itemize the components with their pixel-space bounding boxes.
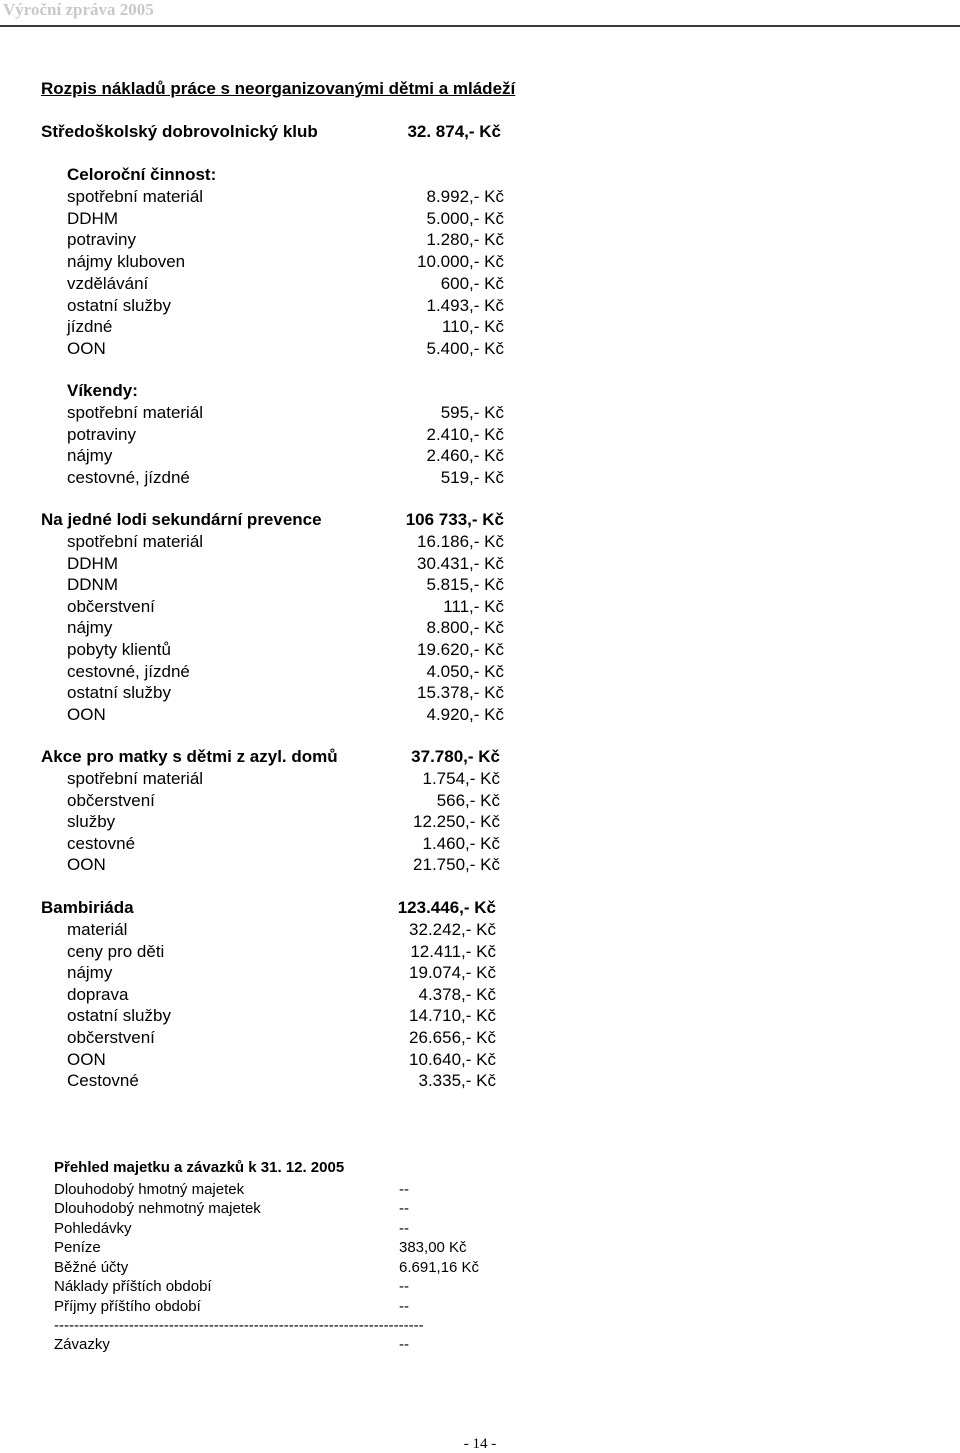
cost-item-row-value: 5.815,- Kč	[426, 575, 504, 595]
cost-item-row-value: 4.050,- Kč	[426, 661, 504, 681]
asset-row-label: Příjmy příštího období	[54, 1297, 201, 1315]
cost-item-row-value: 5.400,- Kč	[426, 338, 504, 358]
cost-item-row-value: 10.000,- Kč	[417, 252, 504, 272]
cost-item-row-label: ceny pro děti	[67, 941, 165, 961]
cost-item-row-label: spotřební materiál	[67, 769, 204, 788]
cost-item-row-label: DDHM	[67, 553, 118, 573]
cost-item-row-value: 3.335,- Kč	[418, 1071, 496, 1091]
cost-item-row	[0, 811, 960, 833]
asset-row-value: --	[399, 1297, 409, 1315]
section-total-row	[0, 509, 960, 531]
section-total-row	[0, 746, 960, 768]
cost-item-row	[0, 1049, 960, 1071]
cost-item-row-label: doprava	[67, 984, 129, 1004]
asset-row-value: 383,00 Kč	[399, 1239, 467, 1256]
cost-item-row-label: OON	[67, 338, 106, 358]
cost-item-row	[0, 1027, 960, 1049]
asset-row-label: Běžné účty	[54, 1258, 129, 1276]
cost-item-row-label: spotřební materiál	[67, 403, 204, 422]
running-header	[0, 0, 960, 24]
asset-row-value: --	[399, 1180, 409, 1198]
cost-item-row-label: ostatní služby	[67, 295, 171, 315]
cost-item-row	[0, 704, 960, 726]
group-heading-label: Víkendy:	[67, 381, 138, 400]
cost-item-row-value: 2.410,- Kč	[426, 424, 504, 444]
asset-row-label: Peníze	[54, 1239, 101, 1256]
cost-item-row	[0, 941, 960, 963]
cost-item-row-value: 2.460,- Kč	[426, 446, 504, 466]
cost-item-row	[0, 467, 960, 489]
cost-item-row-label: potraviny	[67, 230, 136, 250]
cost-item-row-value: 19.074,- Kč	[409, 963, 496, 983]
cost-item-row	[0, 596, 960, 618]
section-total-row-value: 106 733,- Kč	[405, 510, 504, 529]
group-heading	[0, 380, 960, 402]
cost-item-row	[0, 553, 960, 575]
asset-row	[0, 1277, 960, 1296]
section-total-row-label: Na jedné lodi sekundární prevence	[41, 510, 322, 529]
cost-item-row	[0, 919, 960, 941]
section-total-row-label: Bambiriáda	[41, 898, 134, 917]
cost-item-row-label: spotřební materiál	[67, 187, 204, 206]
asset-row-label: Dlouhodobý nehmotný majetek	[54, 1200, 261, 1217]
cost-item-row	[0, 984, 960, 1006]
cost-item-row	[0, 186, 960, 208]
club-total-row-label: Středoškolský dobrovolnický klub	[41, 122, 318, 141]
cost-item-row-label: spotřební materiál	[67, 532, 204, 551]
cost-item-row-value: 519,- Kč	[440, 468, 504, 488]
section-total-row-value: 37.780,- Kč	[411, 747, 500, 766]
assets-separator	[0, 1316, 960, 1335]
cost-item-row	[0, 338, 960, 360]
cost-item-row	[0, 854, 960, 876]
cost-item-row-label: občerstvení	[67, 1028, 155, 1047]
cost-item-row-label: služby	[67, 812, 116, 832]
cost-item-row-label: pobyty klientů	[67, 640, 171, 659]
cost-item-row-value: 110,- Kč	[441, 317, 504, 337]
cost-item-row	[0, 1070, 960, 1092]
cost-item-row-value: 14.710,- Kč	[409, 1006, 496, 1026]
cost-item-row-value: 1.460,- Kč	[422, 833, 500, 853]
cost-item-row-value: 566,- Kč	[436, 790, 500, 810]
document-title: Rozpis nákladů práce s neorganizovanými dětmi a mládeží	[41, 79, 516, 98]
cost-item-row	[0, 402, 960, 424]
cost-item-row	[0, 1005, 960, 1027]
cost-item-row	[0, 682, 960, 704]
cost-item-row	[0, 574, 960, 596]
cost-item-row-label: OON	[67, 704, 106, 724]
section-total-row-label: Akce pro matky s dětmi z azyl. domů	[41, 747, 338, 766]
cost-item-row-label: cestovné, jízdné	[67, 661, 190, 681]
asset-row	[0, 1199, 960, 1218]
cost-item-row-label: DDHM	[67, 208, 118, 228]
cost-item-row-label: DDNM	[67, 575, 118, 595]
cost-item-row-value: 21.750,- Kč	[413, 855, 500, 875]
cost-item-row	[0, 768, 960, 790]
cost-item-row-label: ostatní služby	[67, 1006, 171, 1026]
cost-item-row	[0, 229, 960, 251]
cost-item-row	[0, 316, 960, 338]
liabilities-row-value: --	[399, 1336, 409, 1353]
cost-item-row-label: nájmy	[67, 618, 113, 638]
cost-item-row-label: OON	[67, 1049, 106, 1069]
cost-item-row-value: 15.378,- Kč	[417, 683, 504, 703]
cost-item-row-value: 8.800,- Kč	[426, 618, 504, 638]
cost-item-row-value: 12.411,- Kč	[410, 941, 496, 961]
cost-item-row-label: cestovné, jízdné	[67, 468, 190, 488]
cost-item-row-label: OON	[67, 855, 106, 875]
page-number: - 14 -	[463, 1436, 497, 1452]
liabilities-row-label: Závazky	[54, 1336, 110, 1353]
running-header-title: Výroční zpráva 2005	[3, 0, 154, 19]
asset-row-label: Náklady příštích období	[54, 1278, 212, 1295]
asset-row-value: 6.691,16 Kč	[399, 1258, 480, 1276]
liabilities-row	[0, 1335, 960, 1354]
cost-item-row-value: 1.493,- Kč	[426, 295, 504, 315]
cost-item-row-value: 8.992,- Kč	[426, 187, 504, 206]
cost-item-row-label: občerstvení	[67, 790, 155, 810]
asset-row	[0, 1258, 960, 1277]
cost-item-row-label: nájmy	[67, 446, 113, 466]
asset-row-value: --	[399, 1200, 409, 1217]
cost-item-row-value: 10.640,- Kč	[409, 1049, 496, 1069]
club-total-row-value: 32. 874,- Kč	[407, 122, 501, 141]
cost-item-row-label: jízdné	[67, 317, 113, 337]
cost-item-row	[0, 208, 960, 230]
cost-item-row-value: 600,- Kč	[440, 273, 504, 293]
section-total-row-value: 123.446,- Kč	[397, 898, 496, 917]
asset-row	[0, 1219, 960, 1238]
cost-item-row-label: potraviny	[67, 424, 136, 444]
assets-title-label: Přehled majetku a závazků k 31. 12. 2005	[54, 1159, 345, 1176]
cost-item-row	[0, 295, 960, 317]
cost-item-row-value: 111,- Kč	[443, 596, 504, 616]
cost-item-row	[0, 639, 960, 661]
cost-item-row-value: 26.656,- Kč	[409, 1028, 496, 1047]
group-heading	[0, 164, 960, 186]
cost-item-row-label: cestovné	[67, 833, 136, 853]
cost-item-row-label: Cestovné	[67, 1071, 139, 1091]
cost-item-row	[0, 445, 960, 467]
cost-item-row	[0, 790, 960, 812]
cost-item-row-value: 12.250,- Kč	[413, 812, 500, 832]
asset-row	[0, 1180, 960, 1199]
asset-row-value: --	[399, 1278, 409, 1295]
asset-row-label: Pohledávky	[54, 1219, 132, 1237]
cost-item-row	[0, 661, 960, 683]
asset-row	[0, 1238, 960, 1257]
club-total-row	[0, 121, 960, 143]
cost-item-row	[0, 531, 960, 553]
cost-item-row	[0, 424, 960, 446]
assets-title	[0, 1158, 960, 1177]
cost-item-row-label: nájmy	[67, 963, 113, 983]
cost-item-row-value: 1.280,- Kč	[426, 230, 504, 250]
cost-item-row-value: 4.920,- Kč	[426, 704, 504, 724]
asset-row-value: --	[399, 1219, 409, 1237]
cost-item-row	[0, 962, 960, 984]
cost-item-row-value: 19.620,- Kč	[417, 640, 504, 659]
cost-item-row	[0, 273, 960, 295]
cost-item-row	[0, 251, 960, 273]
cost-item-row-label: materiál	[67, 920, 128, 939]
cost-item-row-label: občerstvení	[67, 596, 155, 616]
cost-item-row-value: 16.186,- Kč	[417, 532, 504, 551]
cost-item-row-label: ostatní služby	[67, 683, 171, 703]
cost-item-row-value: 4.378,- Kč	[418, 984, 496, 1004]
cost-item-row-label: nájmy kluboven	[67, 252, 186, 272]
section-total-row	[0, 897, 960, 919]
header-rule	[0, 25, 960, 27]
cost-item-row-value: 5.000,- Kč	[426, 208, 504, 228]
cost-item-row-value: 32.242,- Kč	[409, 920, 496, 939]
cost-item-row	[0, 617, 960, 639]
assets-separator-line: --------------------------------------------------------------------------	[54, 1317, 424, 1334]
asset-row	[0, 1297, 960, 1316]
group-heading-label: Celoroční činnost:	[67, 165, 217, 184]
cost-item-row-value: 30.431,- Kč	[417, 553, 504, 573]
cost-item-row-value: 595,- Kč	[440, 403, 504, 422]
cost-item-row	[0, 833, 960, 855]
asset-row-label: Dlouhodobý hmotný majetek	[54, 1180, 245, 1198]
cost-item-row-value: 1.754,- Kč	[422, 769, 500, 788]
cost-item-row-label: vzdělávání	[67, 273, 149, 293]
